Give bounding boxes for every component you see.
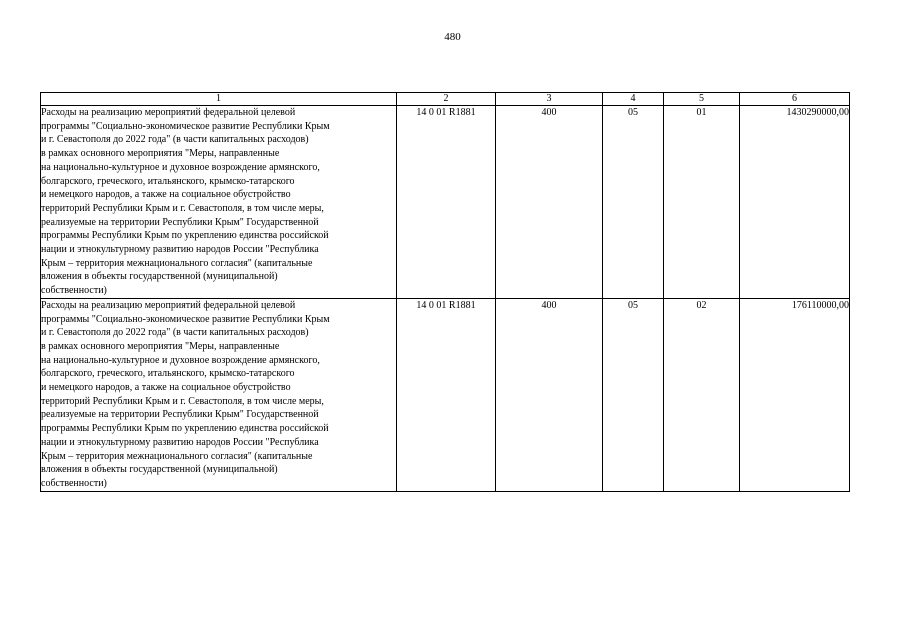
header-col-1: 1	[41, 93, 397, 106]
row-expense-type: 400	[496, 298, 603, 491]
row-target-code: 14 0 01 R1881	[397, 106, 496, 299]
row-amount: 1430290000,00	[740, 106, 850, 299]
header-col-6: 6	[740, 93, 850, 106]
row-section: 05	[603, 298, 664, 491]
row-subsection: 02	[664, 298, 740, 491]
row-expense-type: 400	[496, 106, 603, 299]
table-row	[41, 298, 850, 491]
row-description: Расходы на реализацию мероприятий федеральной целевой программы "Социально-экономическое развитие Республики Крым и г. Севастополя до 2022 года" (в части капитальных расходов) в рамках основного мероприятия "Меры, направленные на национально-культурное и духовное возрождение армянского, болгарского, греческого, итальянского, крымско-татарского и немецкого народов, а также на социальное обустройство территорий Республики Крым и г. Севастополя, в том числе меры, реализуемые на территории Республики Крым" Государственной программы Республики Крым по укреплению единства российской нации и этнокультурному развитию народов России "Республика Крым – территория межнационального согласия" (капитальные вложения в объекты государственной (муниципальной) собственности)	[41, 106, 397, 299]
header-col-5: 5	[664, 93, 740, 106]
table-header-row	[41, 93, 850, 106]
budget-table	[40, 92, 850, 492]
row-description: Расходы на реализацию мероприятий федеральной целевой программы "Социально-экономическое развитие Республики Крым и г. Севастополя до 2022 года" (в части капитальных расходов) в рамках основного мероприятия "Меры, направленные на национально-культурное и духовное возрождение армянского, болгарского, греческого, итальянского, крымско-татарского и немецкого народов, а также на социальное обустройство территорий Республики Крым и г. Севастополя, в том числе меры, реализуемые на территории Республики Крым" Государственной программы Республики Крым по укреплению единства российской нации и этнокультурному развитию народов России "Республика Крым – территория межнационального согласия" (капитальные вложения в объекты государственной (муниципальной) собственности)	[41, 298, 397, 491]
header-col-3: 3	[496, 93, 603, 106]
page-number: 480	[444, 31, 461, 43]
table-row	[41, 106, 850, 299]
header-col-4: 4	[603, 93, 664, 106]
row-subsection: 01	[664, 106, 740, 299]
header-col-2: 2	[397, 93, 496, 106]
row-amount: 176110000,00	[740, 298, 850, 491]
row-target-code: 14 0 01 R1881	[397, 298, 496, 491]
row-section: 05	[603, 106, 664, 299]
